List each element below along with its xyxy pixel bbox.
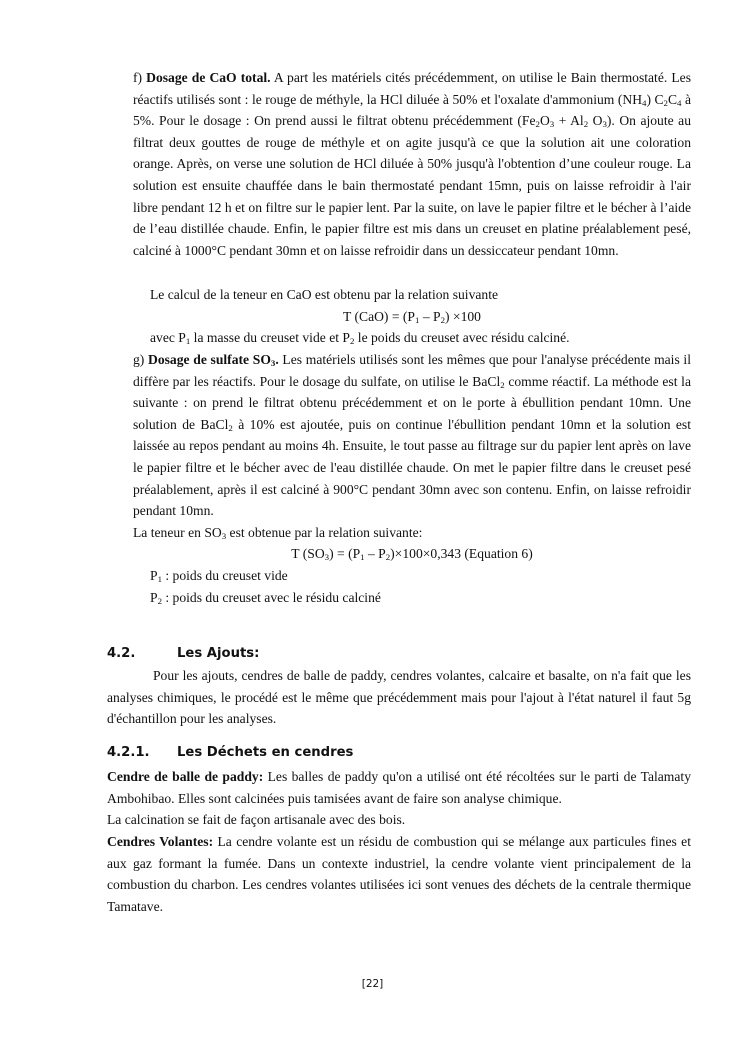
paddy-calcination-line: La calcination se fait de façon artisanale avec des bois. [107,812,406,827]
volantes-label: Cendres Volantes: [107,834,214,849]
so3-formula: T $(SO_3) = (P_1 - P_2)\times 100\times 0,343$ (Equation 6) [291,546,533,562]
cao-relation-intro: Le calcul de la teneur en CaO est obtenu par la relation suivante [150,287,499,302]
section-f-letter: f) [133,70,143,85]
heading-4-2-1: 4.2.1. Les Déchets en cendres [107,745,354,760]
page-number: [22] [361,978,384,990]
heading-4-2: 4.2. Les Ajouts: [107,646,260,661]
section-f-paragraph: f) Dosage de CaO total. A part les matériels cités précédemment, on utilise le Bain thermostaté. Les réactifs utilisés sont : le rouge de méthyle, la HCl diluée à 50% et l'oxalate d'ammonium $(NH_4)$ $C_2C_4$ à 5%. Pour le dosage : On prend aussi le filtrat obtenu précédemment ($Fe_2O_3 + Al_2$ $O_3$). On ajoute au filtrat deux gouttes de rouge de méthyle et on agite jusqu'à ce que la solution ait une coloration orange. Après, on verse une solution de HCl diluée à 50% jusqu'à l'obtention d’une couleur rouge. La solution est ensuite chauffée dans le bain thermostaté pendant 15mn, puis on laisse refroidir à l'air libre pendant 12 h et on filtre sur le papier lent. Par la suite, on lave le papier filtre et le bécher à l’aide de l’eau distillée chaude. Enfin, le papier filtre est mis dans un creuset en platine préalablement pesé, calciné à 1000°C pendant 30mn et on laisse refroidir dans un dessiccateur pendant 10mn. [133,70,692,258]
section-g-title: Dosage de sulfate $SO_3$. [148,352,279,368]
section-f-title: Dosage de CaO total. [146,70,271,85]
cao-relation-where: avec $P_1$ la masse du creuset vide et $P_2$ le poids du creuset avec résidu calciné. [150,330,570,346]
so3-p1-definition: $P_1$ : poids du creuset vide [150,568,288,584]
paddy-paragraph: Cendre de balle de paddy: Les balles de paddy qu'on a utilisé ont été récoltées sur le parti de Talamaty Ambohibao. Elles sont calcinées puis tamisées avant de faire son analyse chimique. [107,769,691,806]
cao-formula: T $(CaO) = (P_1 - P_2) \times 100$ [343,309,481,325]
paddy-label: Cendre de balle de paddy: [107,769,264,784]
volantes-paragraph: Cendres Volantes: La cendre volante est un résidu de combustion qui se mélange aux particules fines et aux gaz formant la fumée. Dans un contexte industriel, la cendre volante vient principalement de la combustion du charbon. Les cendres volantes utilisées ici sont venues des déchets de la centrale thermique Tamatave. [107,834,691,914]
section-g-letter: g) [133,352,145,367]
section-g-paragraph: g) Dosage de sulfate $SO_3$. Les matériels utilisés sont les mêmes que pour l'analyse précédente mais il diffère par les réactifs. Pour le dosage du sulfate, on utilise le BaCl$_2$ comme réactif. La méthode est la suivante : on prend le filtrat obtenu précédemment et on le porte à ébullition pendant 10mn. Une solution de BaCl$_2$ à 10% est ajoutée, puis on continue l'ébullition pendant 10mn et la solution est laissée au repos pendant au moins 4h. Ensuite, le tout passe au filtrage sur du papier lent après on lave le papier filtre et le bécher avec de l'eau distillée chaude. On met le papier filtre dans le creuset pesé préalablement, après il est calciné à 900°C pendant 30mn avec son contenu. Enfin, on laisse refroidir pendant 10mn. [133,352,691,519]
so3-relation-intro: La teneur en $SO_3$ est obtenue par la relation suivante: [133,525,423,541]
so3-p2-definition: $P_2$ : poids du creuset avec le résidu calciné [150,590,381,606]
ajouts-paragraph: Pour les ajouts, cendres de balle de paddy, cendres volantes, calcaire et basalte, on n'a fait que les analyses chimiques, le procédé est le même que précédemment mais pour l'ajout à l'état naturel il faut 5g d'échantillon pour les analyses. [107,668,691,727]
